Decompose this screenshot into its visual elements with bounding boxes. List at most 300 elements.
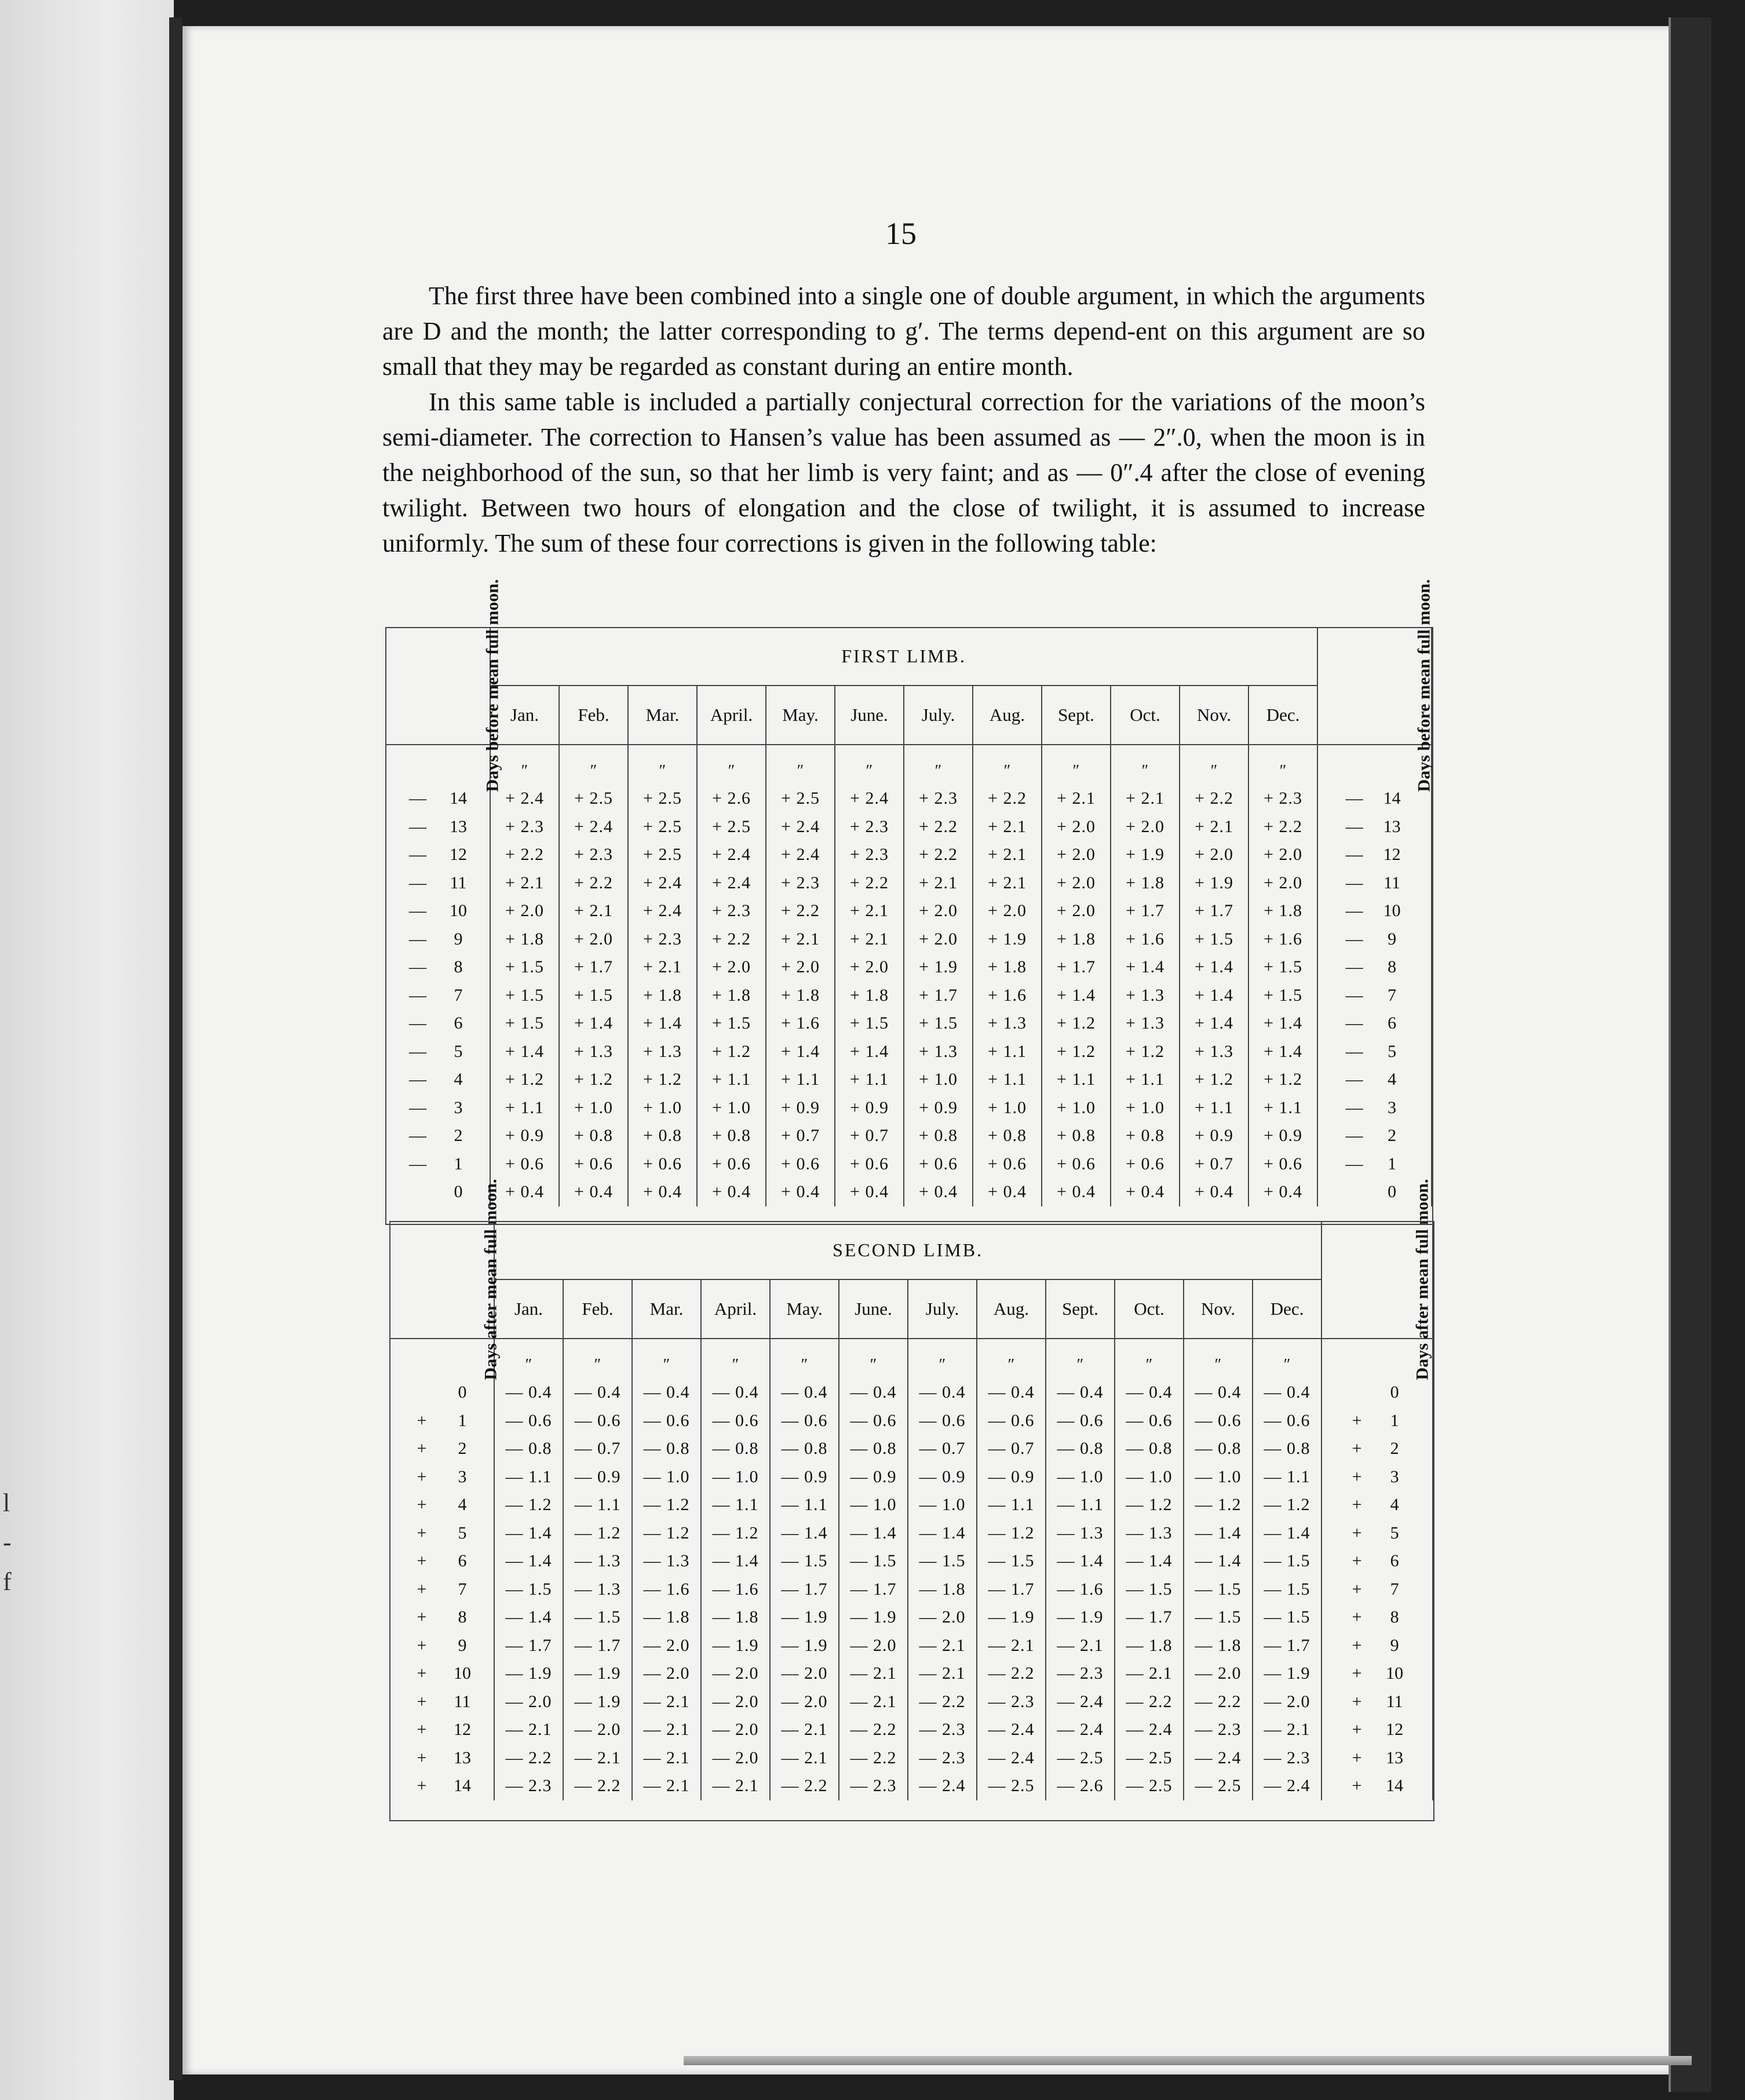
value-cell: — 2.0 (1184, 1660, 1253, 1688)
day-number: 2 (1390, 1439, 1399, 1459)
day-number: 14 (454, 1776, 471, 1796)
value-cell: + 1.0 (697, 1094, 766, 1122)
value-cell: + 1.4 (1180, 982, 1248, 1010)
value-cell: — 0.8 (1115, 1435, 1184, 1463)
value-cell: — 1.1 (563, 1491, 632, 1519)
month-header: Nov. (1184, 1279, 1253, 1339)
value-cell: — 1.4 (839, 1519, 908, 1548)
day-number: 11 (1383, 873, 1400, 892)
day-number: 14 (1383, 789, 1401, 808)
value-cell: + 1.5 (490, 953, 559, 982)
day-number: 11 (450, 873, 467, 892)
value-cell: + 2.5 (697, 813, 766, 841)
day-number: 11 (454, 1691, 471, 1711)
day-sign: — (1345, 957, 1363, 977)
value-cell: — 0.8 (839, 1435, 908, 1463)
value-cell: + 1.8 (1248, 897, 1317, 925)
day-sign: — (409, 901, 426, 921)
seconds-mark: ″ (559, 758, 628, 785)
value-cell: — 0.6 (977, 1407, 1046, 1435)
value-cell: — 2.1 (1253, 1716, 1321, 1744)
value-cell: — 1.6 (701, 1576, 770, 1604)
day-sign: + (1352, 1410, 1362, 1430)
value-cell: — 0.6 (839, 1407, 908, 1435)
month-header: April. (701, 1279, 770, 1339)
value-cell: + 1.8 (766, 982, 835, 1010)
value-cell: + 0.7 (1180, 1150, 1248, 1179)
day-sign: — (409, 789, 426, 808)
value-cell: — 1.9 (494, 1660, 563, 1688)
value-cell: — 1.4 (1184, 1519, 1253, 1548)
value-cell: + 0.6 (904, 1150, 973, 1179)
value-cell: + 0.7 (766, 1122, 835, 1150)
value-cell: + 1.8 (628, 982, 697, 1010)
value-cell: — 1.8 (908, 1576, 977, 1604)
day-sign: — (409, 1041, 426, 1061)
month-header: Sept. (1046, 1279, 1115, 1339)
value-cell: + 2.0 (697, 953, 766, 982)
value-cell: — 2.4 (977, 1716, 1046, 1744)
value-cell: + 0.4 (697, 1178, 766, 1206)
value-cell: — 1.2 (632, 1519, 701, 1548)
value-cell: — 0.4 (1046, 1379, 1115, 1407)
value-cell: — 2.5 (977, 1772, 1046, 1800)
month-header: Jan. (490, 686, 559, 745)
day-number: 3 (1390, 1467, 1399, 1486)
value-cell: — 1.1 (1253, 1463, 1321, 1492)
value-cell: — 1.0 (839, 1491, 908, 1519)
value-cell: — 2.0 (701, 1716, 770, 1744)
value-cell: — 0.6 (908, 1407, 977, 1435)
value-cell: — 1.7 (1115, 1603, 1184, 1632)
seconds-mark: ″ (1253, 1352, 1321, 1379)
value-cell: + 1.7 (1180, 897, 1248, 925)
seconds-mark: ″ (1248, 758, 1317, 785)
value-cell: + 0.8 (973, 1122, 1042, 1150)
value-cell: — 1.3 (1046, 1519, 1115, 1548)
body-text (382, 278, 1425, 561)
value-cell: — 0.6 (494, 1407, 563, 1435)
value-cell: + 1.3 (1111, 1009, 1180, 1038)
value-cell: + 2.3 (835, 841, 904, 869)
value-cell: — 2.5 (1184, 1772, 1253, 1800)
value-cell: — 1.4 (1046, 1547, 1115, 1576)
day-number: 3 (458, 1467, 467, 1486)
month-header: Dec. (1253, 1279, 1321, 1339)
value-cell: — 1.0 (701, 1463, 770, 1492)
value-cell: + 1.1 (1248, 1094, 1317, 1122)
month-header: April. (697, 686, 766, 745)
value-cell: + 1.1 (973, 1066, 1042, 1094)
value-cell: — 1.3 (563, 1576, 632, 1604)
day-sign: — (409, 1013, 426, 1033)
day-sign: + (417, 1551, 427, 1571)
day-sign: + (1352, 1607, 1362, 1627)
value-cell: + 1.2 (1042, 1038, 1111, 1066)
value-cell: + 1.1 (973, 1038, 1042, 1066)
day-sign: + (417, 1467, 427, 1486)
day-number: 7 (1388, 985, 1397, 1005)
value-cell: — 0.4 (701, 1379, 770, 1407)
value-cell: + 2.0 (1042, 869, 1111, 898)
day-sign: — (1345, 845, 1363, 865)
day-sign: — (1345, 901, 1363, 921)
day-number: 10 (450, 901, 467, 921)
value-cell: + 2.6 (697, 785, 766, 813)
value-cell: — 1.5 (563, 1603, 632, 1632)
day-sign: + (417, 1495, 427, 1515)
value-cell: — 2.2 (1184, 1688, 1253, 1716)
day-number: 12 (1386, 1720, 1404, 1740)
value-cell: + 1.8 (1111, 869, 1180, 898)
value-cell: + 0.4 (766, 1178, 835, 1206)
value-cell: + 1.2 (490, 1066, 559, 1094)
value-cell: + 2.0 (490, 897, 559, 925)
value-cell: — 0.7 (563, 1435, 632, 1463)
value-cell: + 2.2 (766, 897, 835, 925)
month-header: Oct. (1111, 686, 1180, 745)
day-number: 8 (1388, 957, 1397, 977)
month-header: July. (908, 1279, 977, 1339)
value-cell: — 1.5 (1253, 1603, 1321, 1632)
paragraph: The first three have been combined into a single one of double argument, in which the arguments are D and the month; the latter corresponding to g′. The terms depend-ent on this argument are so small that they may be regarded as constant during an entire month. (382, 282, 1425, 381)
value-cell: — 0.8 (701, 1435, 770, 1463)
day-number: 8 (458, 1607, 467, 1627)
day-sign: + (417, 1776, 427, 1796)
day-sign: + (1352, 1495, 1362, 1515)
value-cell: + 2.4 (490, 785, 559, 813)
value-cell: — 2.0 (908, 1603, 977, 1632)
value-cell: + 1.4 (1180, 1009, 1248, 1038)
value-cell: — 2.0 (770, 1688, 839, 1716)
month-header: Mar. (628, 686, 697, 745)
value-cell: + 0.4 (1248, 1178, 1317, 1206)
book-cover-edge (1669, 17, 1711, 2092)
value-cell: — 2.4 (1046, 1688, 1115, 1716)
value-cell: + 1.5 (904, 1009, 973, 1038)
value-cell: — 2.1 (770, 1716, 839, 1744)
value-cell: + 0.6 (1248, 1150, 1317, 1179)
day-sign: + (417, 1523, 427, 1543)
value-cell: + 1.8 (1042, 925, 1111, 954)
value-cell: + 2.5 (628, 785, 697, 813)
value-cell: — 2.1 (563, 1744, 632, 1773)
value-cell: — 1.5 (1253, 1547, 1321, 1576)
value-cell: — 2.0 (632, 1632, 701, 1660)
value-cell: + 2.5 (628, 841, 697, 869)
value-cell: — 0.4 (839, 1379, 908, 1407)
day-number: 12 (454, 1720, 471, 1740)
value-cell: — 1.1 (1046, 1491, 1115, 1519)
value-cell: + 1.6 (1111, 925, 1180, 954)
value-cell: + 0.4 (628, 1178, 697, 1206)
value-cell: — 1.2 (1184, 1491, 1253, 1519)
value-cell: + 2.1 (835, 925, 904, 954)
value-cell: — 2.1 (632, 1772, 701, 1800)
value-cell: + 2.0 (1042, 813, 1111, 841)
value-cell: + 1.9 (904, 953, 973, 982)
value-cell: — 0.9 (563, 1463, 632, 1492)
day-number: 6 (454, 1013, 463, 1033)
value-cell: — 1.2 (1115, 1491, 1184, 1519)
left-margin-mark: f (3, 1567, 12, 1596)
value-cell: — 2.1 (908, 1660, 977, 1688)
value-cell: + 2.3 (835, 813, 904, 841)
value-cell: — 2.0 (770, 1660, 839, 1688)
value-cell: — 1.5 (1184, 1576, 1253, 1604)
day-sign: + (1352, 1691, 1362, 1711)
value-cell: — 1.0 (1184, 1463, 1253, 1492)
day-sign: — (1345, 1126, 1363, 1146)
value-cell: — 2.4 (1253, 1772, 1321, 1800)
value-cell: + 1.3 (973, 1009, 1042, 1038)
day-sign: + (417, 1691, 427, 1711)
value-cell: + 2.4 (697, 841, 766, 869)
book-gutter (169, 17, 182, 2080)
second-limb-title: SECOND LIMB. (494, 1221, 1321, 1279)
month-header: Oct. (1115, 1279, 1184, 1339)
month-header: June. (835, 686, 904, 745)
value-cell: — 1.5 (839, 1547, 908, 1576)
second-limb-frame (389, 1221, 1434, 1821)
value-cell: + 0.9 (490, 1122, 559, 1150)
seconds-mark: ″ (766, 758, 835, 785)
value-cell: — 0.9 (839, 1463, 908, 1492)
day-sign: — (1345, 789, 1363, 808)
seconds-mark: ″ (1111, 758, 1180, 785)
day-number: 10 (1386, 1664, 1404, 1683)
value-cell: — 0.6 (1115, 1407, 1184, 1435)
value-cell: + 1.5 (1180, 925, 1248, 954)
left-margin-mark: l (3, 1489, 10, 1517)
value-cell: + 0.6 (490, 1150, 559, 1179)
value-cell: — 1.4 (1115, 1547, 1184, 1576)
value-cell: + 1.0 (1111, 1094, 1180, 1122)
value-cell: — 1.9 (563, 1688, 632, 1716)
value-cell: + 1.3 (628, 1038, 697, 1066)
value-cell: + 2.4 (766, 813, 835, 841)
day-sign: — (1345, 1070, 1363, 1089)
day-sign: — (1345, 1013, 1363, 1033)
value-cell: — 2.5 (1115, 1744, 1184, 1773)
value-cell: — 1.4 (494, 1603, 563, 1632)
value-cell: + 2.5 (766, 785, 835, 813)
day-number: 5 (1390, 1523, 1399, 1543)
value-cell: — 1.8 (1184, 1632, 1253, 1660)
value-cell: + 2.0 (904, 897, 973, 925)
day-number: 6 (1390, 1551, 1399, 1571)
value-cell: + 1.0 (628, 1094, 697, 1122)
month-header: Feb. (559, 686, 628, 745)
value-cell: — 1.9 (563, 1660, 632, 1688)
seconds-mark: ″ (835, 758, 904, 785)
value-cell: — 1.9 (701, 1632, 770, 1660)
value-cell: + 1.1 (1180, 1094, 1248, 1122)
value-cell: — 2.1 (770, 1744, 839, 1773)
day-number: 3 (454, 1098, 463, 1117)
day-sign: + (417, 1579, 427, 1599)
day-sign: + (1352, 1551, 1362, 1571)
value-cell: — 2.2 (908, 1688, 977, 1716)
value-cell: — 2.1 (839, 1660, 908, 1688)
value-cell: + 2.2 (904, 841, 973, 869)
page-bottom-edge (684, 2056, 1692, 2065)
value-cell: — 2.5 (1046, 1744, 1115, 1773)
day-number: 7 (454, 985, 463, 1005)
value-cell: + 1.7 (1111, 897, 1180, 925)
day-number: 9 (1390, 1635, 1399, 1655)
value-cell: — 1.3 (563, 1547, 632, 1576)
value-cell: — 2.0 (1253, 1688, 1321, 1716)
value-cell: — 1.7 (770, 1576, 839, 1604)
value-cell: — 1.6 (632, 1576, 701, 1604)
value-cell: + 0.4 (1180, 1178, 1248, 1206)
day-sign: + (1352, 1748, 1362, 1767)
value-cell: + 2.3 (490, 813, 559, 841)
day-sign: + (1352, 1776, 1362, 1796)
value-cell: + 2.4 (697, 869, 766, 898)
value-cell: — 0.8 (770, 1435, 839, 1463)
value-cell: + 2.0 (1042, 841, 1111, 869)
value-cell: + 0.6 (559, 1150, 628, 1179)
day-sign: + (1352, 1439, 1362, 1459)
value-cell: + 0.7 (835, 1122, 904, 1150)
day-number: 4 (1390, 1495, 1399, 1515)
value-cell: + 0.9 (904, 1094, 973, 1122)
value-cell: + 0.4 (904, 1178, 973, 1206)
paragraph: In this same table is included a partially conjectural correction for the variations of the moon’s semi-diameter. The correction to Hansen’s value has been assumed as — 2″.0, when the moon is in the neighborhood of the sun, so that her limb is very faint; and as — 0″.4 after the close of evening twilight. Between two hours of elongation and the close of twilight, it is assumed to increase uniformly. The sum of these four corrections is given in the following table: (382, 388, 1425, 557)
value-cell: — 1.7 (1253, 1632, 1321, 1660)
value-cell: — 0.6 (701, 1407, 770, 1435)
value-cell: + 0.8 (904, 1122, 973, 1150)
side-label: Days before mean full moon. (483, 579, 502, 792)
value-cell: + 1.1 (835, 1066, 904, 1094)
value-cell: + 2.4 (628, 897, 697, 925)
value-cell: — 1.3 (1115, 1519, 1184, 1548)
day-sign: — (1345, 873, 1363, 892)
value-cell: — 1.5 (770, 1547, 839, 1576)
value-cell: — 1.2 (977, 1519, 1046, 1548)
seconds-mark: ″ (563, 1352, 632, 1379)
value-cell: + 1.1 (697, 1066, 766, 1094)
value-cell: — 0.4 (770, 1379, 839, 1407)
day-number: 0 (1390, 1383, 1399, 1402)
value-cell: — 1.5 (1253, 1576, 1321, 1604)
day-sign: — (1345, 985, 1363, 1005)
value-cell: — 2.4 (1184, 1744, 1253, 1773)
value-cell: — 2.4 (1046, 1716, 1115, 1744)
value-cell: + 1.4 (628, 1009, 697, 1038)
value-cell: — 2.2 (977, 1660, 1046, 1688)
side-label: Days after mean full moon. (481, 1179, 501, 1380)
first-limb-frame (385, 627, 1433, 1225)
month-header: Jan. (494, 1279, 563, 1339)
value-cell: + 1.1 (1111, 1066, 1180, 1094)
month-header: Aug. (977, 1279, 1046, 1339)
value-cell: + 0.4 (973, 1178, 1042, 1206)
value-cell: + 2.2 (490, 841, 559, 869)
value-cell: + 1.0 (559, 1094, 628, 1122)
value-cell: + 1.6 (973, 982, 1042, 1010)
value-cell: + 1.7 (904, 982, 973, 1010)
value-cell: — 2.2 (1115, 1688, 1184, 1716)
value-cell: — 0.4 (632, 1379, 701, 1407)
value-cell: — 1.1 (494, 1463, 563, 1492)
seconds-mark: ″ (697, 758, 766, 785)
value-cell: + 1.8 (697, 982, 766, 1010)
day-sign: — (1345, 816, 1363, 836)
value-cell: + 2.0 (1111, 813, 1180, 841)
value-cell: — 2.0 (701, 1660, 770, 1688)
day-number: 13 (454, 1748, 471, 1767)
value-cell: + 1.2 (628, 1066, 697, 1094)
value-cell: — 2.0 (701, 1688, 770, 1716)
value-cell: + 2.3 (766, 869, 835, 898)
seconds-mark: ″ (701, 1352, 770, 1379)
day-number: 6 (1388, 1013, 1397, 1033)
value-cell: + 2.1 (1042, 785, 1111, 813)
value-cell: — 0.4 (563, 1379, 632, 1407)
value-cell: — 1.8 (701, 1603, 770, 1632)
value-cell: + 1.1 (766, 1066, 835, 1094)
value-cell: — 2.2 (839, 1716, 908, 1744)
value-cell: + 2.3 (1248, 785, 1317, 813)
value-cell: — 0.6 (1046, 1407, 1115, 1435)
day-number: 1 (458, 1410, 467, 1430)
value-cell: + 1.4 (766, 1038, 835, 1066)
value-cell: — 0.4 (1253, 1379, 1321, 1407)
value-cell: + 1.0 (904, 1066, 973, 1094)
value-cell: — 2.2 (563, 1772, 632, 1800)
value-cell: — 0.9 (770, 1463, 839, 1492)
value-cell: + 1.4 (559, 1009, 628, 1038)
value-cell: — 2.3 (1046, 1660, 1115, 1688)
value-cell: — 0.4 (1115, 1379, 1184, 1407)
value-cell: + 0.4 (490, 1178, 559, 1206)
value-cell: + 2.3 (559, 841, 628, 869)
value-cell: + 1.7 (1042, 953, 1111, 982)
value-cell: — 1.4 (494, 1519, 563, 1548)
value-cell: + 1.7 (559, 953, 628, 982)
value-cell: + 2.2 (904, 813, 973, 841)
day-number: 9 (454, 929, 463, 949)
value-cell: — 2.2 (839, 1744, 908, 1773)
value-cell: + 2.5 (628, 813, 697, 841)
value-cell: + 0.8 (1042, 1122, 1111, 1150)
value-cell: + 0.6 (766, 1150, 835, 1179)
value-cell: + 1.5 (559, 982, 628, 1010)
value-cell: + 2.0 (904, 925, 973, 954)
value-cell: + 0.6 (628, 1150, 697, 1179)
value-cell: — 2.3 (1253, 1744, 1321, 1773)
month-header: June. (839, 1279, 908, 1339)
value-cell: + 1.3 (904, 1038, 973, 1066)
value-cell: + 2.0 (1042, 897, 1111, 925)
day-number: 8 (1390, 1607, 1399, 1627)
value-cell: — 1.4 (770, 1519, 839, 1548)
value-cell: + 1.9 (1111, 841, 1180, 869)
value-cell: + 1.2 (559, 1066, 628, 1094)
value-cell: + 0.8 (559, 1122, 628, 1150)
month-header: Aug. (973, 686, 1042, 745)
value-cell: + 1.4 (1111, 953, 1180, 982)
value-cell: — 1.9 (977, 1603, 1046, 1632)
value-cell: — 1.0 (1115, 1463, 1184, 1492)
left-margin-marks (3, 1483, 26, 1602)
value-cell: — 0.8 (632, 1435, 701, 1463)
day-sign: — (1345, 929, 1363, 949)
value-cell: + 0.4 (1111, 1178, 1180, 1206)
